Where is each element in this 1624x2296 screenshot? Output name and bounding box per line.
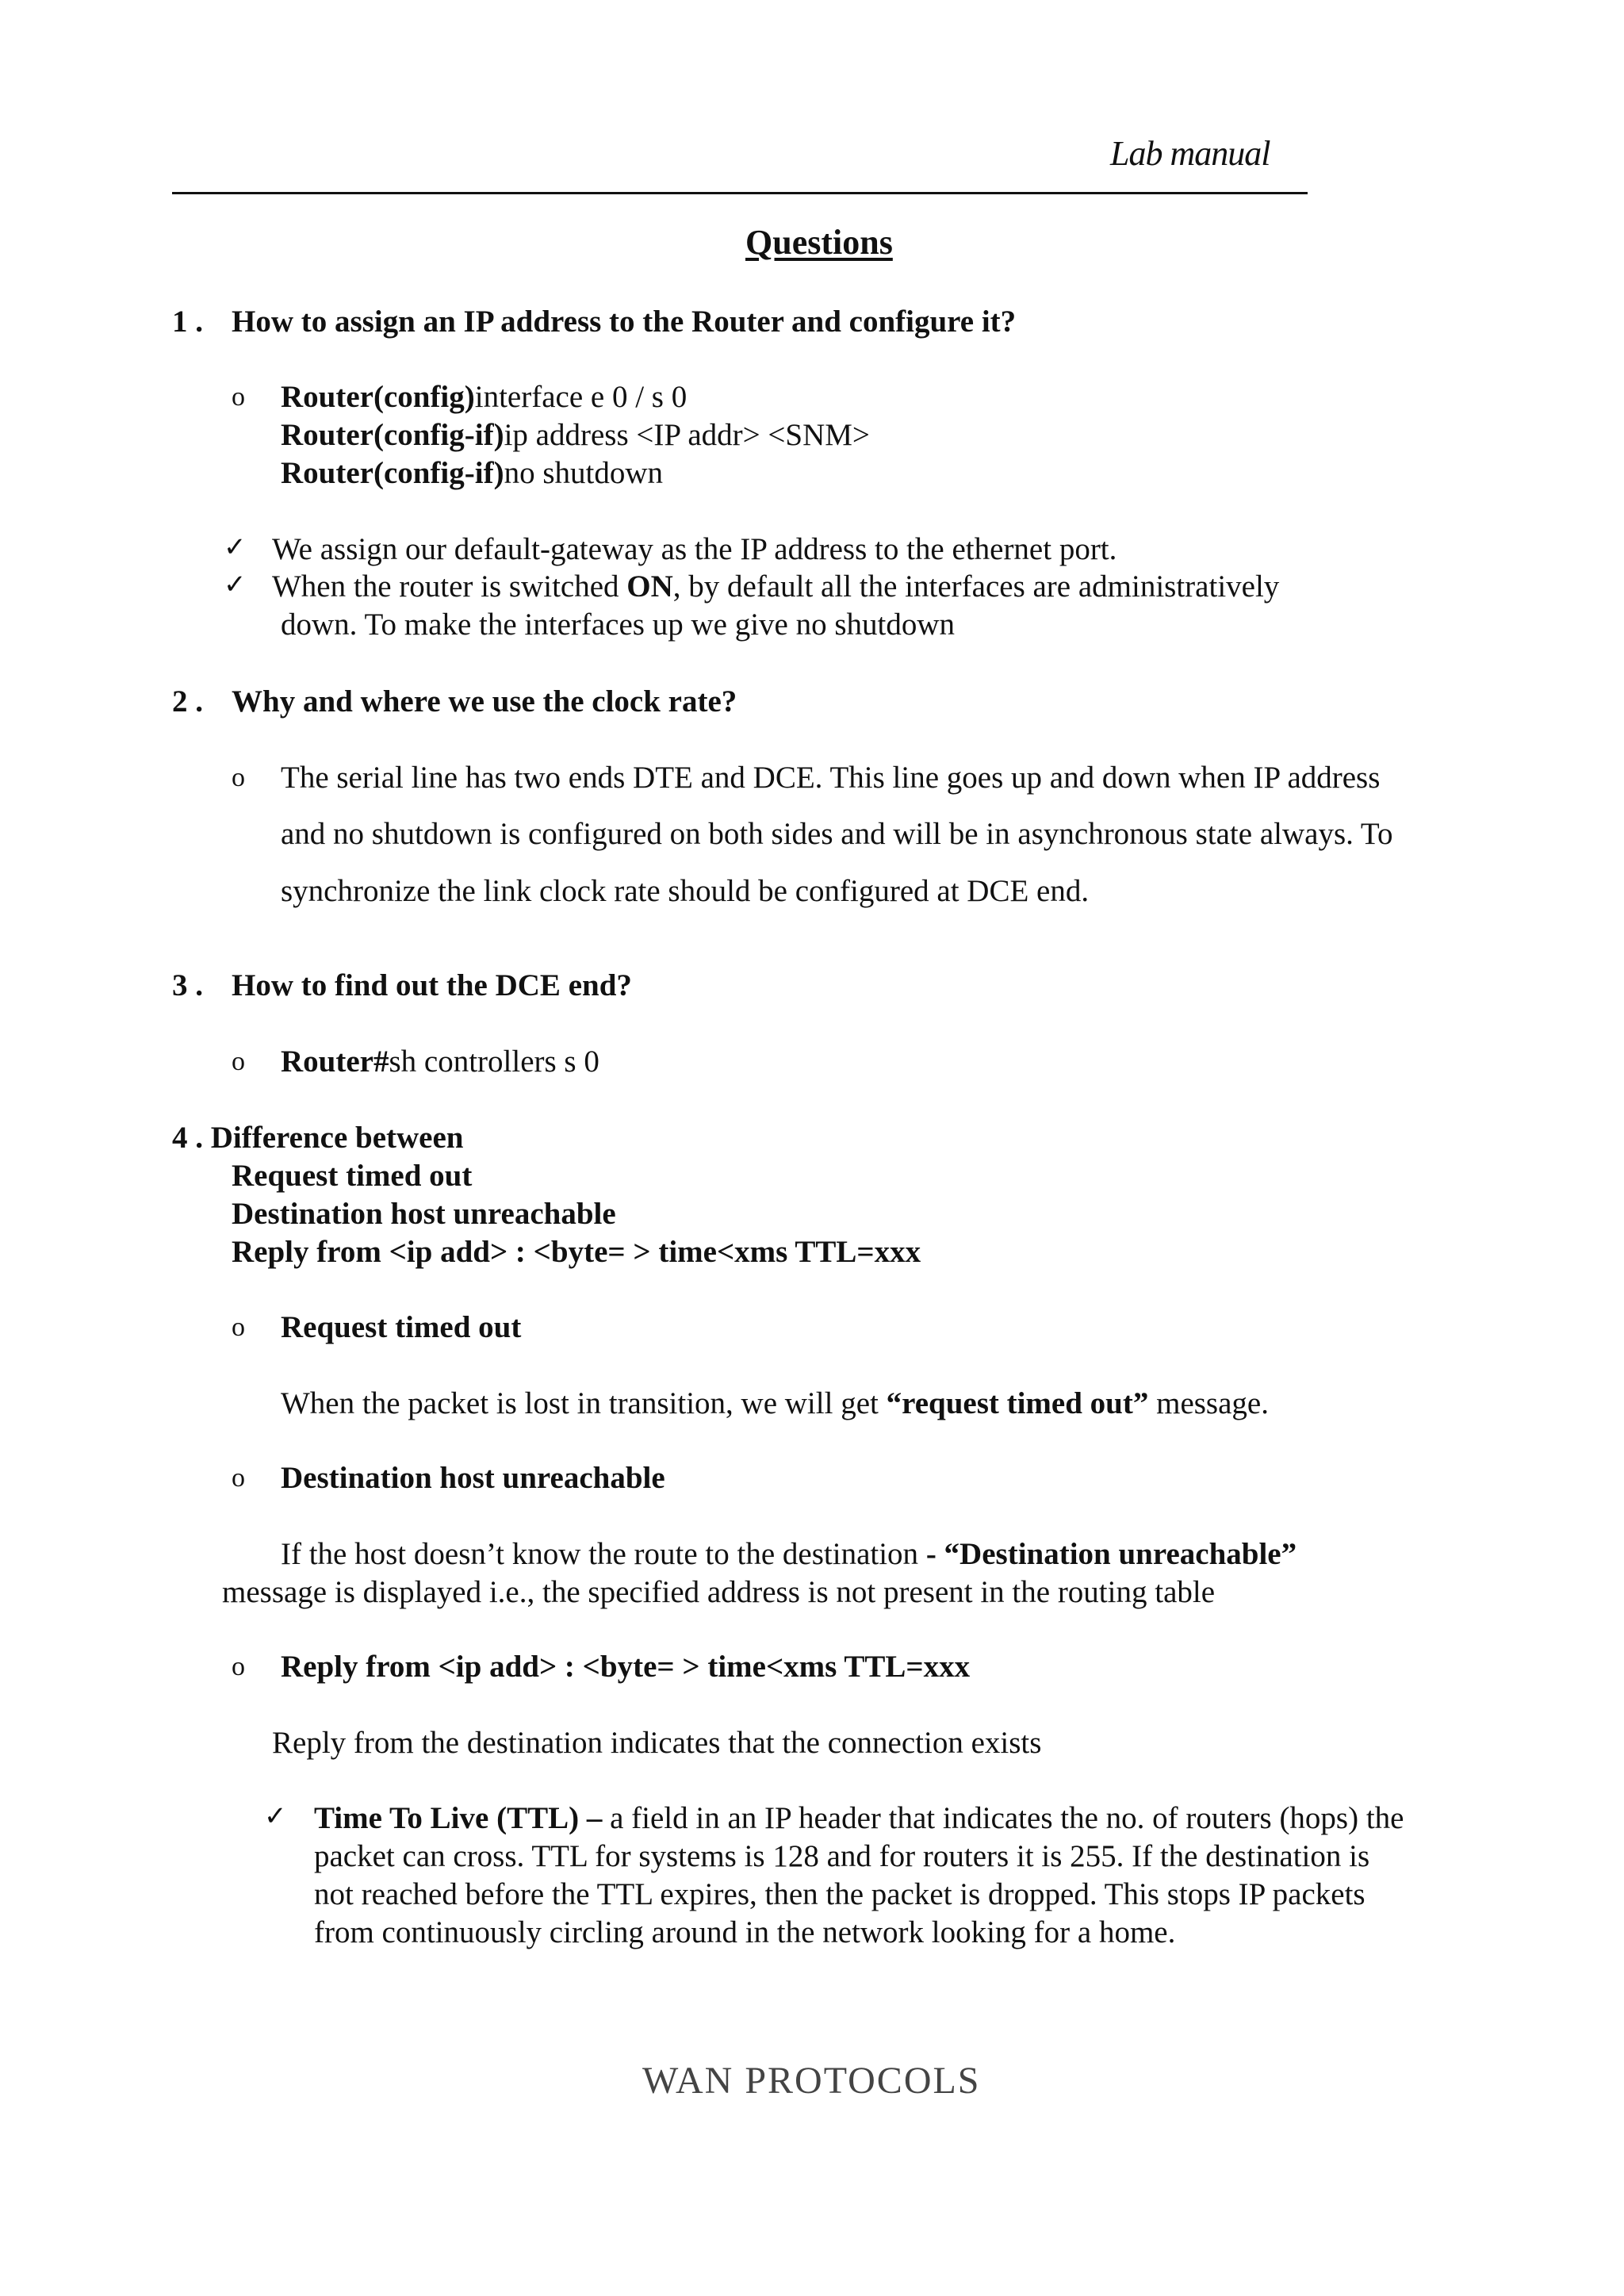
check-icon: ✓: [224, 570, 247, 600]
q2-line-1: The serial line has two ends DTE and DCE. This line goes up and down when IP address: [281, 761, 1381, 795]
q4-bullet: o: [232, 1463, 245, 1493]
q4-reply-title: Reply from <ip add> : <byte= > time<xms TTL=xxx: [281, 1650, 971, 1684]
q3-question: How to find out the DCE end?: [232, 968, 632, 1002]
q4-item-3: Reply from <ip add> : <byte= > time<xms TTL=xxx: [232, 1235, 921, 1269]
q4-ttl-line-1: Time To Live (TTL) – a field in an IP header that indicates the no. of routers (hops) the: [314, 1801, 1404, 1835]
header-title: Lab manual: [1110, 134, 1270, 173]
q3-command: Router#sh controllers s 0: [281, 1045, 599, 1079]
footer-title: WAN PROTOCOLS: [642, 2060, 981, 2102]
q4-bullet: o: [232, 1652, 245, 1681]
q4-ttl-line-2: packet can cross. TTL for systems is 128 and for routers it is 255. If the destination is: [314, 1839, 1370, 1873]
q4-item-2: Destination host unreachable: [232, 1197, 616, 1231]
q4-rto-text: When the packet is lost in transition, we will get “request timed out” message.: [281, 1386, 1269, 1420]
page-heading: Questions: [745, 223, 893, 262]
q4-reply-text: Reply from the destination indicates that the connection exists: [272, 1726, 1042, 1760]
q1-command-1: Router(config)interface e 0 / s 0: [281, 380, 688, 414]
q1-question: How to assign an IP address to the Router and configure it?: [232, 305, 1017, 339]
q2-bullet: o: [232, 763, 245, 792]
q1-command-3: Router(config-if)no shutdown: [281, 456, 664, 490]
q2-number: 2 .: [172, 684, 203, 719]
q4-heading: 4 . Difference between: [172, 1121, 464, 1155]
q4-dhu-title: Destination host unreachable: [281, 1461, 665, 1495]
q1-note-2: When the router is switched ON, by default all the interfaces are administratively: [272, 569, 1280, 604]
q3-bullet: o: [232, 1047, 245, 1076]
check-icon: ✓: [224, 533, 247, 562]
q4-dhu-text-cont: message is displayed i.e., the specified address is not present in the routing table: [222, 1575, 1216, 1609]
q1-number: 1 .: [172, 305, 203, 339]
q4-ttl-line-3: not reached before the TTL expires, then the packet is dropped. This stops IP packets: [314, 1877, 1365, 1911]
q1-bullet: o: [232, 382, 245, 412]
q1-command-2: Router(config-if)ip address <IP addr> <SNM>: [281, 418, 870, 452]
q4-item-1: Request timed out: [232, 1159, 473, 1193]
q2-line-2: and no shutdown is configured on both sides and will be in asynchronous state always. To: [281, 817, 1393, 851]
q4-bullet: o: [232, 1313, 245, 1342]
header-rule: [172, 192, 1308, 194]
q4-dhu-text: If the host doesn’t know the route to the destination - “Destination unreachable”: [281, 1537, 1297, 1571]
q1-note-1: We assign our default-gateway as the IP address to the ethernet port.: [272, 532, 1117, 566]
q4-ttl-line-4: from continuously circling around in the network looking for a home.: [314, 1915, 1176, 1949]
q2-question: Why and where we use the clock rate?: [232, 684, 737, 719]
check-icon: ✓: [264, 1802, 287, 1831]
q2-line-3: synchronize the link clock rate should be configured at DCE end.: [281, 874, 1090, 908]
q4-rto-title: Request timed out: [281, 1310, 522, 1344]
q1-note-2-cont: down. To make the interfaces up we give no shutdown: [281, 608, 956, 642]
q3-number: 3 .: [172, 968, 203, 1002]
